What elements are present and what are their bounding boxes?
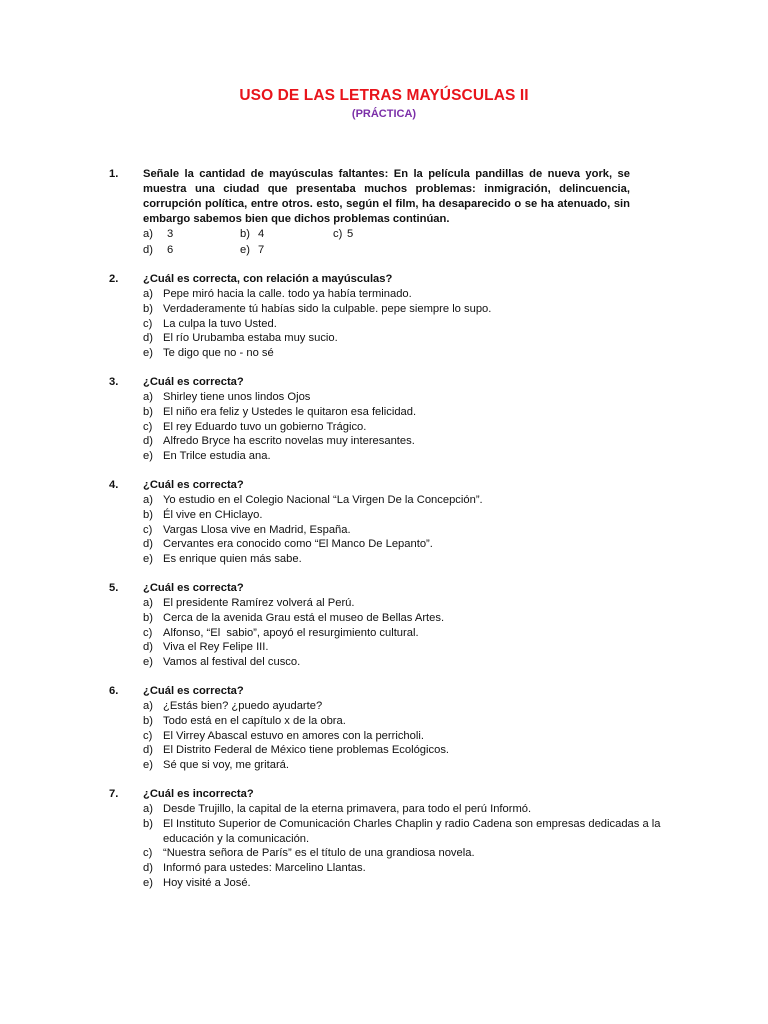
option-text: El rey Eduardo tuvo un gobierno Trágico. <box>163 420 367 433</box>
option-text: El Distrito Federal de México tiene problemas Ecológicos. <box>163 744 450 757</box>
option-text: ¿Estás bien? ¿puedo ayudarte? <box>163 699 323 712</box>
option-label: e) <box>143 347 153 360</box>
question-number: 7. <box>109 787 119 800</box>
question-number: 2. <box>109 273 119 285</box>
option-value: 6 <box>167 244 174 256</box>
question-text: ¿Cuál es correcta? <box>143 375 244 388</box>
option <box>143 743 663 758</box>
option <box>143 699 663 714</box>
option <box>143 640 663 655</box>
option-text: Sé que si voy, me gritará. <box>163 759 290 772</box>
option <box>143 626 663 641</box>
option-text: “Nuestra señora de París” es el título de una grandiosa novela. <box>163 847 475 860</box>
question-2 <box>0 272 768 361</box>
option-text: El Instituto Superior de Comunicación Charles Chaplin y radio Cadena son empresas dedicadas a la educación y la comunicación. <box>163 817 661 845</box>
question-list <box>0 167 768 891</box>
option-label: b) <box>240 228 250 240</box>
option-label: a) <box>143 493 153 506</box>
option-label: d) <box>143 538 153 551</box>
option <box>143 449 663 464</box>
option-label: c) <box>143 847 153 860</box>
option <box>143 390 663 405</box>
option-grid <box>143 227 768 258</box>
option-text: Él vive en CHiclayo. <box>163 508 263 521</box>
option-label: c) <box>143 523 153 536</box>
option <box>333 227 430 242</box>
option-label: a) <box>143 699 153 712</box>
option-row <box>143 243 768 258</box>
option <box>143 846 663 861</box>
option <box>143 287 663 302</box>
option <box>143 317 663 332</box>
option <box>143 596 663 611</box>
page-title: USO DE LAS LETRAS MAYÚSCULAS II <box>239 87 529 104</box>
option-label: c) <box>333 228 343 240</box>
option-list <box>143 493 663 567</box>
option-label: c) <box>143 317 153 330</box>
option-label: b) <box>143 714 153 727</box>
option-label: b) <box>143 611 153 624</box>
question-text: Señale la cantidad de mayúsculas faltantes: En la película pandillas de nueva york, se muestra una ciudad que presentaba muchos problemas: inmigración, delincuencia, corrupción política, entre otros. esto, según el film, ha desaparecido o se ha atenuado, sin embargo sabemos bien que dichos problemas continúan. <box>143 168 630 225</box>
option <box>143 346 663 361</box>
option <box>143 434 663 449</box>
option-text: Shirley tiene unos lindos Ojos <box>163 390 311 403</box>
question-number: 6. <box>109 684 119 697</box>
question-6 <box>0 684 768 773</box>
option-value: 4 <box>258 228 265 240</box>
option-label: d) <box>143 641 153 654</box>
option-label: e) <box>143 553 153 566</box>
option-text: Cervantes era conocido como “El Manco De Lepanto”. <box>163 538 433 551</box>
option-list <box>143 699 663 773</box>
option <box>143 611 663 626</box>
option-text: La culpa la tuvo Usted. <box>163 317 277 330</box>
option <box>143 552 663 567</box>
option-text: Alfredo Bryce ha escrito novelas muy interesantes. <box>163 435 415 448</box>
option-label: d) <box>143 244 153 256</box>
option <box>143 817 663 847</box>
option <box>143 861 663 876</box>
option <box>143 758 663 773</box>
option-text: Yo estudio en el Colegio Nacional “La Virgen De la Concepción”. <box>163 493 483 506</box>
option-list <box>143 287 663 361</box>
option <box>143 302 663 317</box>
question-text: ¿Cuál es incorrecta? <box>143 787 254 800</box>
option <box>143 537 663 552</box>
question-text: ¿Cuál es correcta? <box>143 581 244 594</box>
question-3 <box>0 375 768 464</box>
option-label: c) <box>143 729 153 742</box>
option <box>143 876 663 891</box>
option-label: d) <box>143 332 153 345</box>
option-label: d) <box>143 862 153 875</box>
option-text: Vargas Llosa vive en Madrid, España. <box>163 523 351 536</box>
option-label: d) <box>143 744 153 757</box>
option-label: d) <box>143 435 153 448</box>
option <box>143 331 663 346</box>
option-label: e) <box>143 656 153 669</box>
option <box>143 405 663 420</box>
option-text: El niño era feliz y Ustedes le quitaron esa felicidad. <box>163 405 417 418</box>
option-label: a) <box>143 228 153 240</box>
option-text: Pepe miró hacia la calle. todo ya había terminado. <box>163 288 412 300</box>
option-value: 7 <box>258 244 265 256</box>
option <box>240 243 333 258</box>
option-list <box>143 802 663 891</box>
option-value: 3 <box>167 228 174 240</box>
option-text: Es enrique quien más sabe. <box>163 553 302 566</box>
option-text: En Trilce estudia ana. <box>163 450 271 463</box>
question-number: 5. <box>109 581 119 594</box>
option <box>143 802 663 817</box>
question-number: 4. <box>109 478 119 491</box>
option-list <box>143 596 663 670</box>
question-number: 1. <box>109 168 119 180</box>
option-label: a) <box>143 802 153 815</box>
option-label: b) <box>143 817 153 830</box>
option-value: 5 <box>347 228 354 240</box>
question-1 <box>0 167 768 258</box>
question-4 <box>0 478 768 567</box>
option-text: Todo está en el capítulo x de la obra. <box>163 714 346 727</box>
option-label: e) <box>143 759 153 772</box>
option-label: b) <box>143 405 153 418</box>
option-label: a) <box>143 596 153 609</box>
question-text: ¿Cuál es correcta, con relación a mayúsculas? <box>143 273 393 285</box>
question-text: ¿Cuál es correcta? <box>143 684 244 697</box>
option-text: Viva el Rey Felipe III. <box>163 641 269 654</box>
page-subtitle: (PRÁCTICA) <box>351 108 417 120</box>
option-label: a) <box>143 390 153 403</box>
option-label: b) <box>143 302 153 315</box>
option <box>143 523 663 538</box>
option <box>143 227 240 242</box>
option <box>143 420 663 435</box>
option-label: a) <box>143 288 153 300</box>
option-text: Hoy visité a José. <box>163 876 251 889</box>
option-text: Alfonso, “El sabio”, apoyó el resurgimiento cultural. <box>163 626 419 639</box>
option-text: Informó para ustedes: Marcelino Llantas. <box>163 862 366 875</box>
option-text: Desde Trujillo, la capital de la eterna primavera, para todo el perú Informó. <box>163 802 532 815</box>
question-5 <box>0 581 768 670</box>
option-label: b) <box>143 508 153 521</box>
option <box>143 729 663 744</box>
option <box>143 714 663 729</box>
option-label: c) <box>143 626 153 639</box>
option-text: Te digo que no - no sé <box>163 347 274 360</box>
option <box>143 243 240 258</box>
option <box>143 655 663 670</box>
question-text: ¿Cuál es correcta? <box>143 478 244 491</box>
question-7 <box>0 787 768 891</box>
option-text: Cerca de la avenida Grau está el museo de Bellas Artes. <box>163 611 445 624</box>
option <box>143 508 663 523</box>
option-text: El río Urubamba estaba muy sucio. <box>163 332 338 345</box>
option-label: e) <box>240 244 250 256</box>
option-list <box>143 390 663 464</box>
option-text: Vamos al festival del cusco. <box>163 656 301 669</box>
option-text: El presidente Ramírez volverá al Perú. <box>163 596 355 609</box>
question-number: 3. <box>109 375 119 388</box>
option <box>240 227 333 242</box>
option-row <box>143 227 768 242</box>
option-text: El Virrey Abascal estuvo en amores con la perricholi. <box>163 729 424 742</box>
option-label: e) <box>143 876 153 889</box>
option-text: Verdaderamente tú habías sido la culpable. pepe siempre lo supo. <box>163 302 492 315</box>
option-label: e) <box>143 450 153 463</box>
option <box>143 493 663 508</box>
option-label: c) <box>143 420 153 433</box>
